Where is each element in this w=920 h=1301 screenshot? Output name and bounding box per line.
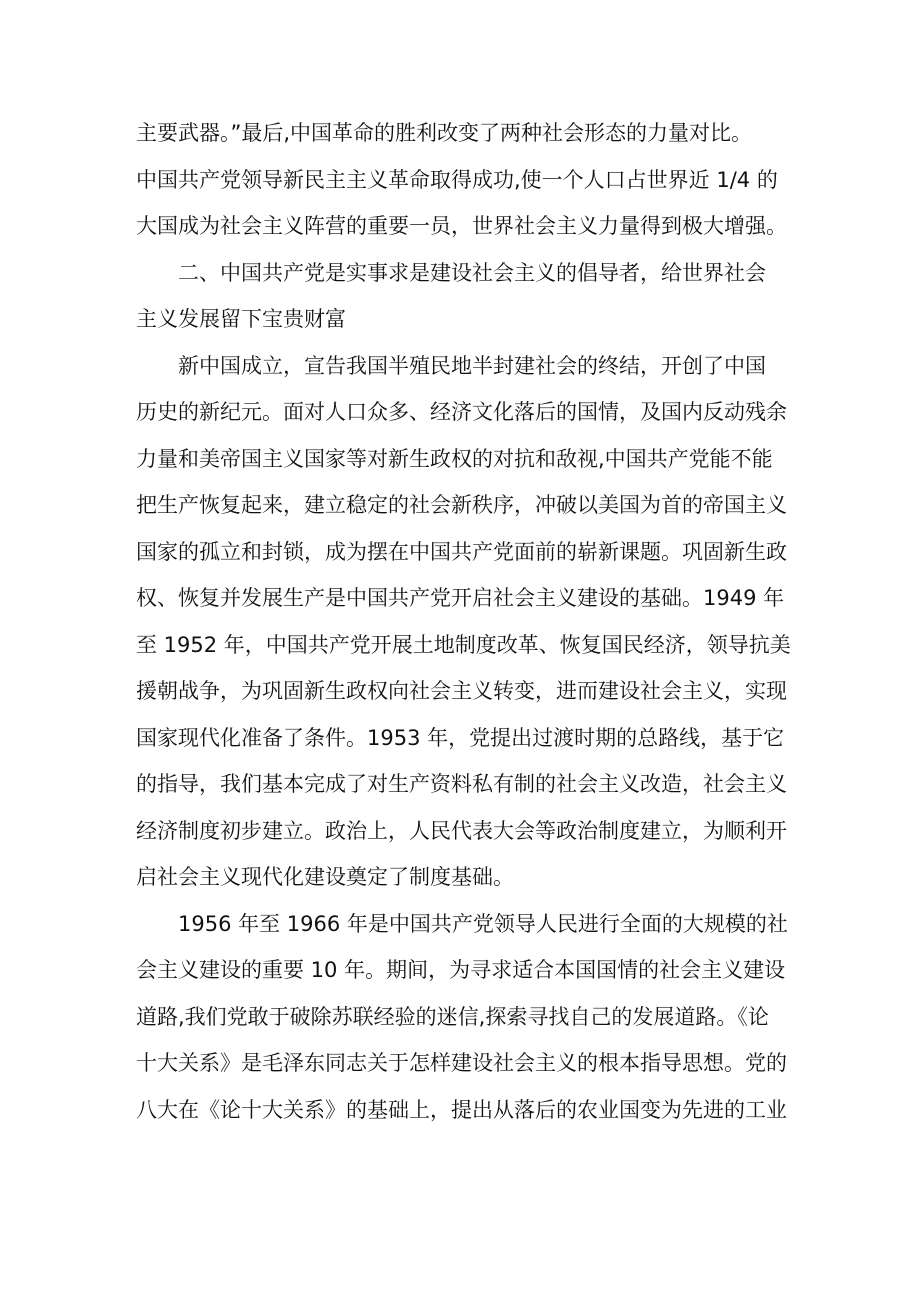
text-line: 1956 年至 1966 年是中国共产党领导人民进行全面的大规模的社 xyxy=(136,911,788,936)
text-line: 中国共产党领导新民主主义革命取得成功,使一个人口占世界近 1/4 的 xyxy=(136,167,778,192)
text-line: 至 1952 年，中国共产党开展土地制度改革、恢复国民经济，领导抗美 xyxy=(136,632,791,657)
text-line: 援朝战争，为巩固新生政权向社会主义转变，进而建设社会主义，实现 xyxy=(136,679,787,703)
text-line: 的指导，我们基本完成了对生产资料私有制的社会主义改造，社会主义 xyxy=(136,772,787,796)
text-line: 十大关系》是毛泽东同志关于怎样建设社会主义的根本指导思想。党的 xyxy=(136,1051,787,1075)
text-line: 历史的新纪元。面对人口众多、经济文化落后的国情，及国内反动残余 xyxy=(136,400,787,424)
text-line: 主要武器。”最后,中国革命的胜利改变了两种社会形态的力量对比。 xyxy=(136,121,753,145)
text-line: 把生产恢复起来，建立稳定的社会新秩序，冲破以美国为首的帝国主义 xyxy=(136,493,787,517)
text-line: 主义发展留下宝贵财富 xyxy=(136,307,346,331)
text-line: 新中国成立，宣告我国半殖民地半封建社会的终结，开创了中国 xyxy=(136,353,766,378)
paragraph-2 xyxy=(136,343,796,901)
text-line: 经济制度初步建立。政治上，人民代表大会等政治制度建立，为顺利开 xyxy=(136,818,787,843)
text-line: 二、中国共产党是实事求是建设社会主义的倡导者，给世界社会 xyxy=(136,260,766,285)
text-line: 国家的孤立和封锁，成为摆在中国共产党面前的崭新课题。巩固新生政 xyxy=(136,539,787,564)
paragraph-3 xyxy=(136,901,796,1134)
text-line: 八大在《论十大关系》的基础上，提出从落后的农业国变为先进的工业 xyxy=(136,1097,787,1122)
text-line: 大国成为社会主义阵营的重要一员，世界社会主义力量得到极大增强。 xyxy=(136,214,787,238)
body-text xyxy=(136,110,796,1133)
paragraph-1 xyxy=(136,110,796,250)
text-line: 力量和美帝国主义国家等对新生政权的对抗和敌视,中国共产党能不能 xyxy=(136,446,773,471)
section-heading xyxy=(136,250,796,343)
text-line: 启社会主义现代化建设奠定了制度基础。 xyxy=(136,865,514,889)
text-line: 权、恢复并发展生产是中国共产党开启社会主义建设的基础。1949 年 xyxy=(136,586,785,610)
text-line: 会主义建设的重要 10 年。期间，为寻求适合本国国情的社会主义建设 xyxy=(136,958,786,982)
text-line: 道路,我们党敢于破除苏联经验的迷信,探索寻找自己的发展道路。《论 xyxy=(136,1004,769,1029)
text-line: 国家现代化准备了条件。1953 年，党提出过渡时期的总路线，基于它 xyxy=(136,725,785,750)
